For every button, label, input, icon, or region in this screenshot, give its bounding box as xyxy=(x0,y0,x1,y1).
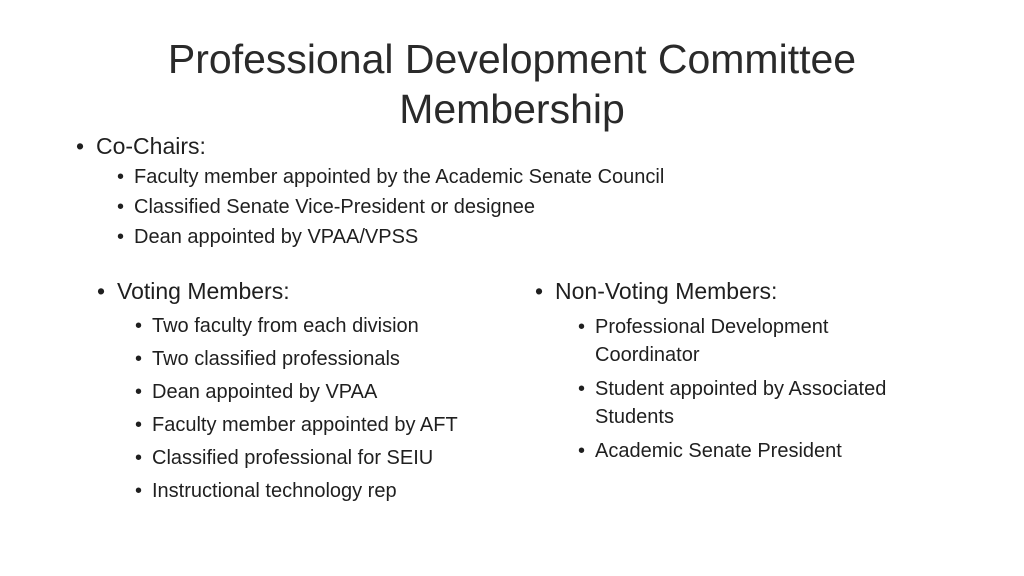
voting-members-section xyxy=(97,276,527,511)
voting-member-item: • Classified professional for SEIU xyxy=(132,445,527,472)
cochairs-list xyxy=(114,164,836,251)
slide-title xyxy=(120,34,904,134)
cochairs-heading: • Co-Chairs: xyxy=(76,131,836,161)
cochairs-section xyxy=(76,131,836,254)
voting-member-item: • Two faculty from each division xyxy=(132,313,527,340)
non-voting-members-heading: • Non-Voting Members: xyxy=(535,276,965,306)
cochairs-item: • Classified Senate Vice-President or designee xyxy=(114,194,836,221)
voting-members-list xyxy=(132,313,527,505)
voting-members-heading: • Voting Members: xyxy=(97,276,527,306)
non-voting-member-item: • Professional Development Coordinator xyxy=(575,313,895,369)
voting-member-item: • Instructional technology rep xyxy=(132,478,527,505)
voting-member-item: • Two classified professionals xyxy=(132,346,527,373)
voting-member-item: • Faculty member appointed by AFT xyxy=(132,412,527,439)
non-voting-member-item: • Student appointed by Associated Students xyxy=(575,375,965,431)
cochairs-item: • Faculty member appointed by the Academic Senate Council xyxy=(114,164,836,191)
cochairs-item: • Dean appointed by VPAA/VPSS xyxy=(114,224,836,251)
non-voting-member-item: • Academic Senate President xyxy=(575,437,965,465)
non-voting-members-section xyxy=(535,276,965,471)
voting-member-item: • Dean appointed by VPAA xyxy=(132,379,527,406)
title-line-2: Membership xyxy=(399,86,625,132)
title-line-1: Professional Development Committee xyxy=(167,36,857,82)
non-voting-members-list xyxy=(575,313,965,465)
